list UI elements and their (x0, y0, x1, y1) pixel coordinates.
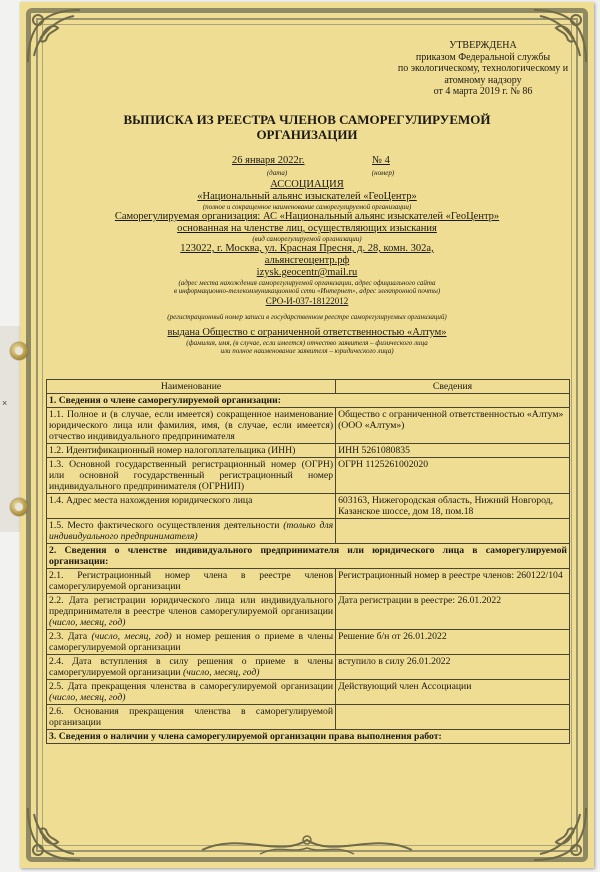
row-label (47, 519, 336, 544)
row-label: 1.2. Идентификационный номер налогоплательщика (ИНН) (47, 444, 336, 458)
title-line: ОРГАНИЗАЦИИ (256, 127, 358, 142)
issued-to-caption: или полное наименование заявителя – юридического лица) (220, 347, 394, 355)
section-title: 1. Сведения о члене саморегулируемой организации: (47, 394, 570, 408)
row-value: Действующий член Ассоциации (336, 680, 570, 705)
row-label (47, 630, 336, 655)
table-row (47, 594, 570, 630)
section-row (47, 544, 570, 569)
title-line: ВЫПИСКА ИЗ РЕЕСТРА ЧЛЕНОВ САМОРЕГУЛИРУЕМОЙ (123, 112, 491, 127)
row-label: 1.1. Полное и (в случае, если имеется) сокращенное наименование юридического лица или фамилия, имя, (в случае, если имеется) отчество индивидуального предпринимателя (47, 408, 336, 444)
org-type: основанная на членстве лиц, осуществляющих изыскания (177, 223, 437, 234)
row-value: 603163, Нижегородская область, Нижний Новгород, Казанское шоссе, дом 18, пом.18 (336, 494, 570, 519)
corner-ornament-icon (24, 804, 84, 864)
section-row (47, 730, 570, 744)
approval-line: по экологическому, технологическому и (397, 63, 569, 74)
table-row (47, 494, 570, 519)
row-label-text: 1.5. Место фактического осуществления деятельности (49, 520, 284, 531)
row-label-text: 2.3. Дата (49, 631, 92, 642)
org-address-caption: (адрес места нахождения саморегулируемой организации, адрес официального сайта (178, 279, 436, 287)
table-row (47, 458, 570, 494)
row-value: Общество с ограниченной ответственностью «Алтум» (ООО «Алтум») (336, 408, 570, 444)
row-label: 2.1. Регистрационный номер члена в реестре членов саморегулируемой организации (47, 569, 336, 594)
issue-date-caption: (дата) (266, 169, 288, 177)
row-value: Регистрационный номер в реестре членов: 260122/104 (336, 569, 570, 594)
organization-block (80, 179, 534, 355)
table-header-row (47, 380, 570, 394)
org-name: АССОЦИАЦИЯ (270, 179, 344, 190)
issued-to-caption: (фамилия, имя, (в случае, если имеется) отчество заявителя – физического лица (186, 339, 428, 347)
approval-line: от 4 марта 2019 г. № 86 (433, 86, 533, 97)
issue-date: 26 января 2022г. (232, 155, 305, 166)
row-label (47, 594, 336, 630)
org-reg-number: СРО-И-037-18122012 (265, 296, 349, 306)
row-label-note: (число, месяц, год) (49, 617, 126, 628)
org-reg-caption: (регистрационный номер записи в государственном реестре саморегулируемых организаций) (167, 313, 447, 321)
row-value (336, 705, 570, 730)
row-label-text: 2.5. Дата прекращения членства в саморегулируемой организации (49, 681, 334, 692)
org-address-caption: в информационно-телекоммуникационной сети «Интернет», адрес электронной почты) (173, 287, 441, 295)
table-row (47, 705, 570, 730)
table-row (47, 519, 570, 544)
row-label-text: 2.2. Дата регистрации юридического лица или индивидуального предпринимателя в реестре членов саморегулируемой организации (49, 595, 334, 617)
column-header: Сведения (336, 380, 570, 394)
approval-line: приказом Федеральной службы (415, 51, 551, 63)
row-label: 2.6. Основания прекращения членства в саморегулируемой организации (47, 705, 336, 730)
org-address: 123022, г. Москва, ул. Красная Пресня, д. 28, комн. 302а, (180, 243, 434, 254)
row-label: 1.3. Основной государственный регистрационный номер (ОГРН) или основной государственный регистрационный номер индивидуального предпринимателя (ОГРНИП) (47, 458, 336, 494)
table-row (47, 655, 570, 680)
row-label (47, 680, 336, 705)
issue-number: № 4 (372, 155, 390, 166)
section-title: 3. Сведения о наличии у члена саморегулируемой организации права выполнения работ: (47, 730, 570, 744)
binder-hole-icon (10, 342, 28, 360)
row-value: ИНН 5261080835 (336, 444, 570, 458)
corner-ornament-icon (530, 804, 590, 864)
row-label-text: и номер решения о приеме в члены саморегулируемой организации (49, 631, 334, 653)
table-row (47, 408, 570, 444)
table-row (47, 630, 570, 655)
org-site: альянсгеоцентр.рф (264, 255, 350, 266)
row-label-text: 2.4. Дата вступления в силу решения о приеме в члены саморегулируемой организации (49, 656, 334, 678)
section-title: 2. Сведения о членстве индивидуального предпринимателя или юридического лица в саморегулируемой организации: (47, 544, 570, 569)
row-label-note: (только для индивидуального предпринимателя) (49, 520, 334, 542)
org-name: «Национальный альянс изыскателей «ГеоЦентр» (197, 191, 417, 202)
corner-ornament-icon (24, 6, 84, 66)
table-row (47, 444, 570, 458)
section-row (47, 394, 570, 408)
row-label-note: (число, месяц, год) (91, 631, 172, 642)
row-value: ОГРН 1125261002020 (336, 458, 570, 494)
document-page (20, 2, 594, 868)
row-label (47, 655, 336, 680)
row-value: Решение б/н от 26.01.2022 (336, 630, 570, 655)
table-row (47, 569, 570, 594)
issue-number-caption: (номер) (371, 169, 395, 177)
register-table (46, 379, 570, 744)
column-header: Наименование (47, 380, 336, 394)
org-email: izysk.geocentr@mail.ru (256, 267, 358, 278)
approval-line: УТВЕРЖДЕНА (449, 40, 517, 51)
org-type-caption: (вид саморегулируемой организации) (252, 235, 362, 243)
side-mark: × (2, 398, 8, 408)
row-value: Дата регистрации в реестре: 26.01.2022 (336, 594, 570, 630)
approval-line: атомному надзору (444, 74, 522, 86)
document-title (80, 112, 534, 142)
org-name-caption: (полное и сокращенное наименование саморегулируемой организации) (202, 203, 412, 211)
row-label-note: (число, месяц, год) (183, 667, 260, 678)
row-value: вступило в силу 26.01.2022 (336, 655, 570, 680)
row-label-note: (число, месяц, год) (49, 692, 126, 703)
table-row (47, 680, 570, 705)
issued-to: выдана Общество с ограниченной ответственностью «Алтум» (167, 327, 447, 338)
row-value (336, 519, 570, 544)
bottom-ornament-icon (200, 830, 414, 860)
row-label: 1.4. Адрес места нахождения юридического лица (47, 494, 336, 519)
approval-stamp (392, 40, 574, 98)
org-type: Саморегулируемая организация: АС «Национальный альянс изыскателей «ГеоЦентр» (114, 211, 500, 222)
binder-hole-icon (10, 498, 28, 516)
